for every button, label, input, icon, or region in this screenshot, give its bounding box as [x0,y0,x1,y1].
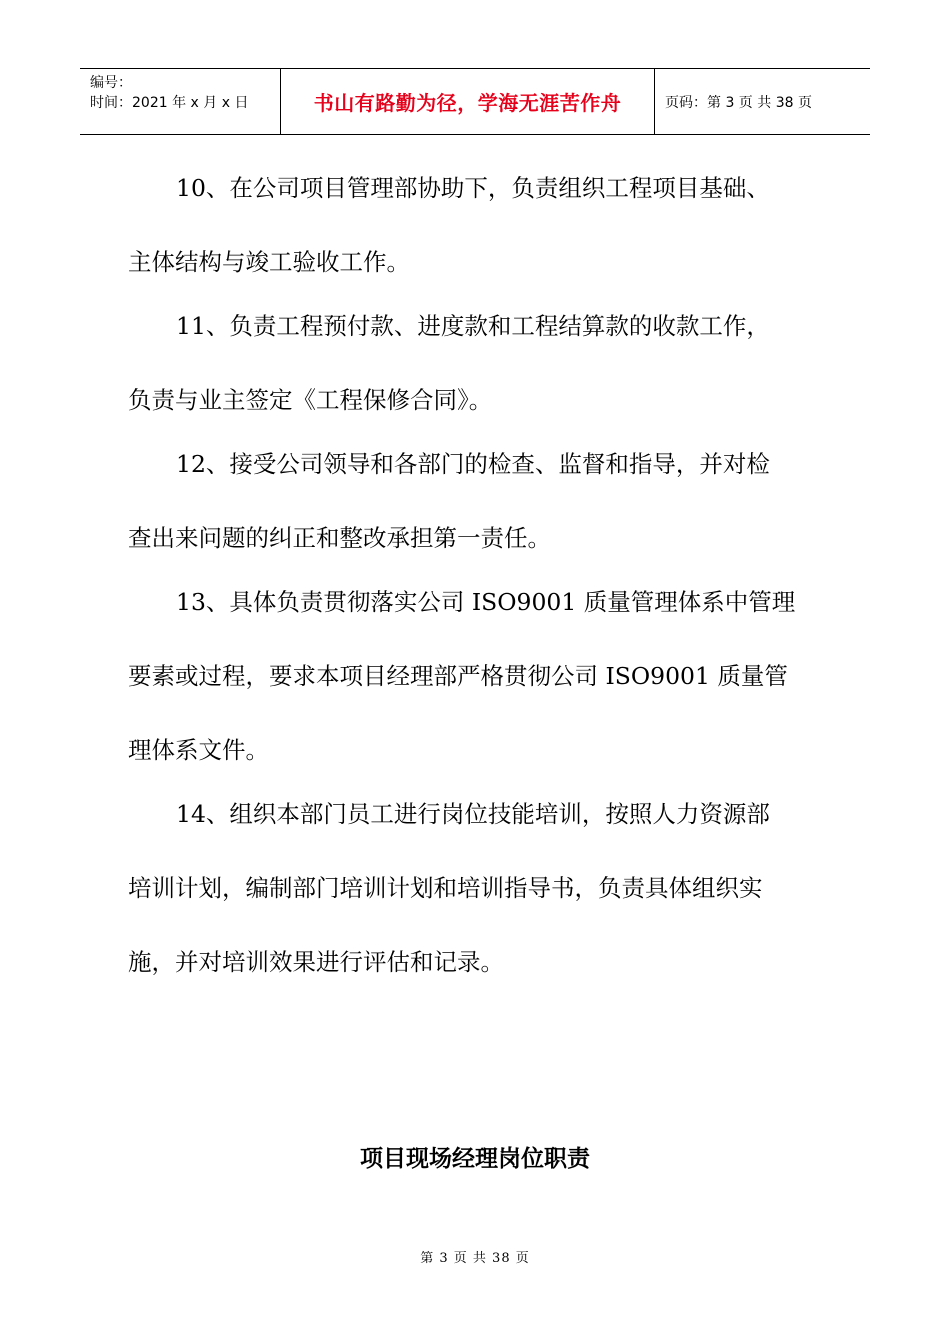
document-header [80,68,870,135]
document-number-label: 编号： [90,75,132,91]
section-title: 项目现场经理岗位职责 [360,1146,590,1172]
header-page-cell [655,69,870,134]
paragraph-line: 13、具体负责贯彻落实公司 ISO9001 质量管理体系中管理 [176,588,796,616]
document-date: 时间：2021 年 x 月 x 日 [90,95,249,111]
paragraph-line: 14、组织本部门员工进行岗位技能培训，按照人力资源部 [176,800,770,828]
paragraph-line: 12、接受公司领导和各部门的检查、监督和指导，并对检 [176,450,770,478]
paragraph-line: 查出来问题的纠正和整改承担第一责任。 [128,524,551,552]
paragraph-line: 10、在公司项目管理部协助下，负责组织工程项目基础、 [176,174,770,202]
paragraph-line: 主体结构与竣工验收工作。 [128,248,410,276]
paragraph-14 [128,796,824,1018]
paragraph-12 [128,446,824,594]
paragraph-line: 负责与业主签定《工程保修合同》。 [128,386,493,414]
page-footer: 第 3 页 共 38 页 [420,1251,530,1266]
header-motto-cell [281,69,655,134]
header-page-info: 页码：第 3 页 共 38 页 [665,94,812,111]
paragraph-11 [128,308,824,456]
paragraph-line: 施，并对培训效果进行评估和记录。 [128,948,504,976]
paragraph-line: 11、负责工程预付款、进度款和工程结算款的收款工作， [176,312,770,340]
paragraph-10 [128,170,824,318]
paragraph-line: 理体系文件。 [128,736,269,764]
header-motto: 书山有路勤为径，学海无涯苦作舟 [313,91,622,115]
paragraph-13 [128,584,824,806]
header-meta-cell [80,69,281,134]
paragraph-line: 培训计划，编制部门培训计划和培训指导书，负责具体组织实 [128,874,763,902]
paragraph-line: 要素或过程，要求本项目经理部严格贯彻公司 ISO9001 质量管 [128,662,788,690]
